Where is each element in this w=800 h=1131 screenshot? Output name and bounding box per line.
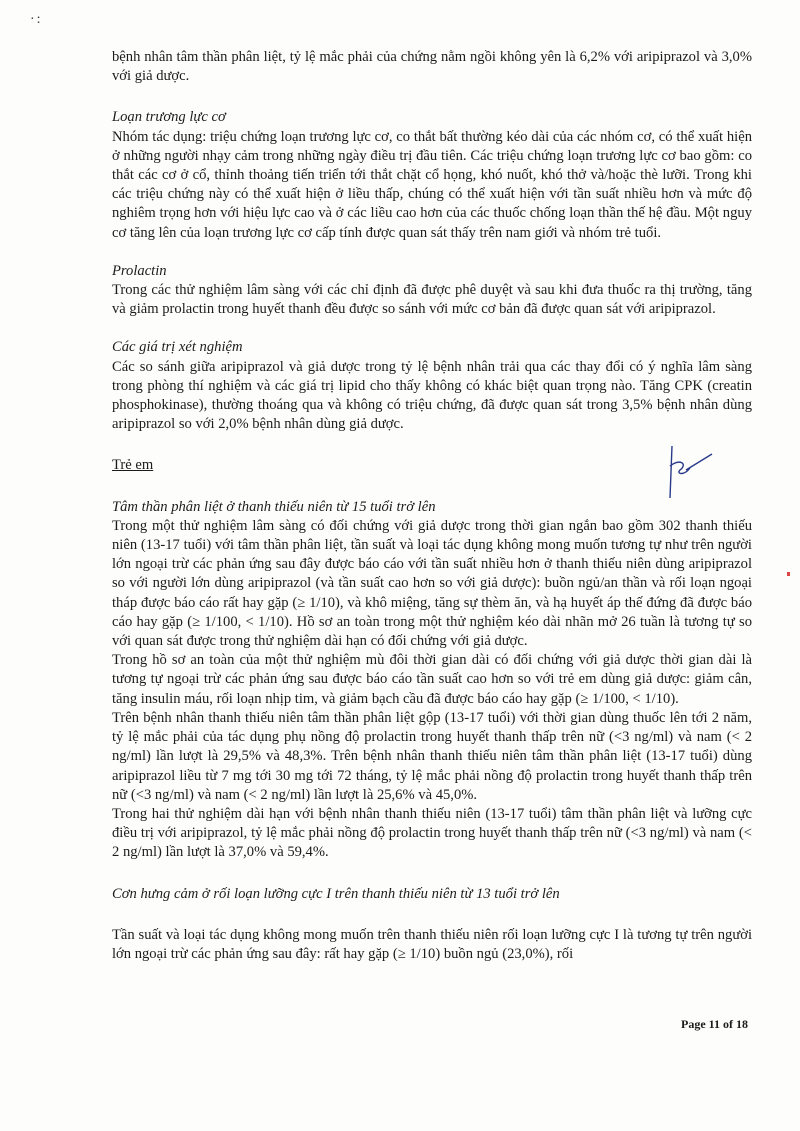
document-body xyxy=(112,48,752,964)
page-number: Page 11 of 18 xyxy=(681,1017,748,1031)
paragraph: Trong một thử nghiệm lâm sàng có đối chứng với giả dược trong thời gian ngắn bao gồm 302 thanh thiếu niên (13-17 tuổi) với tâm thần phân liệt, tần suất và loại tác dụng không mong muốn tương tự như trên người lớn ngoại trừ các phản ứng sau đây được báo cáo với tần suất nhiều hơn ở thanh thiếu niên dùng aripiprazol so với người lớn dùng aripiprazol (và tần suất cao hơn so với giả dược): buồn ngủ/an thần và rối loạn ngoại tháp được báo cáo rất hay gặp (≥ 1/10), và khô miệng, tăng sự thèm ăn, và hạ huyết áp thế đứng đã được báo cáo hay gặp (≥ 1/100, < 1/10). Hồ sơ an toàn trong một thử nghiệm kéo dài nhãn mở 26 tuần là tương tự so với quan sát được trong thử nghiệm dài hạn có đối chứng với giả dược. xyxy=(112,517,752,650)
subheading-lab-values: Các giá trị xét nghiệm xyxy=(112,339,243,356)
paragraph: Trong hồ sơ an toàn của một thử nghiệm mù đôi thời gian dài có đối chứng với giả dược thời gian dài là tương tự ngoại trừ các phản ứng sau được báo cáo tần suất cao hơn so với trẻ em dùng giả dược: giảm cân, tăng insulin máu, rối loạn nhịp tim, và giảm bạch cầu đã được báo cáo hay gặp (≥ 1/100, < 1/10). xyxy=(112,652,752,707)
subheading-bipolar-adolescents: Cơn hưng cảm ở rối loạn lưỡng cực I trên thanh thiếu niên từ 13 tuổi trở lên xyxy=(112,885,560,902)
subheading-dystonia: Loạn trương lực cơ xyxy=(112,109,226,126)
paragraph: Các so sánh giữa aripiprazol và giả dược trong tỷ lệ bệnh nhân trải qua các thay đổi có ý nghĩa lâm sàng trong phòng thí nghiệm và các giá trị lipid cho thấy không có khác biệt quan trọng nào. Tăng CPK (creatin phosphokinase), thường thoáng qua và không có triệu chứng, đã được quan sát trong 3,5% bệnh nhân dùng aripiprazol so với 2,0% bệnh nhân dùng giả dược. xyxy=(112,358,752,433)
handwritten-signature xyxy=(650,440,720,500)
subheading-prolactin: Prolactin xyxy=(112,262,167,279)
paragraph: Nhóm tác dụng: triệu chứng loạn trương lực cơ, co thắt bất thường kéo dài của các nhóm cơ, có thể xuất hiện ở những người nhạy cảm trong những ngày điều trị đầu tiên. Các triệu chứng loạn trương lực cơ bao gồm: co thắt các cơ ở cổ, thỉnh thoảng tiến triển tới thắt chặt cổ họng, khó nuốt, khó thở và/hoặc thè lưỡi. Trong khi các triệu chứng này có thể xuất hiện ở liều thấp, chúng có thể xuất hiện với tần suất nhiều hơn và mức độ nghiêm trọng hơn với hiệu lực cao và ở các liều cao hơn của các thuốc chống loạn thần thế hệ đầu. Một nguy cơ tăng lên của loạn trương lực cơ cấp tính được quan sát thấy trên nam giới và nhóm trẻ tuổi. xyxy=(112,128,752,241)
subheading-schizophrenia-adolescents: Tâm thần phân liệt ở thanh thiếu niên từ 15 tuổi trở lên xyxy=(112,498,436,515)
section-heading-children: Trẻ em xyxy=(112,457,154,474)
scan-mark xyxy=(787,572,790,576)
paragraph: bệnh nhân tâm thần phân liệt, tỷ lệ mắc phải của chứng nằm ngồi không yên là 6,2% với aripiprazol và 3,0% với giả dược. xyxy=(112,49,752,85)
paragraph: Trên bệnh nhân thanh thiếu niên tâm thần phân liệt gộp (13-17 tuổi) với thời gian dùng thuốc lên tới 2 năm, tỷ lệ mắc phải của tác dụng phụ nồng độ prolactin trong huyết thanh thấp trên nữ (<3 ng/ml) và nam (< 2 ng/ml) lần lượt là 29,5% và 48,3%. Trên bệnh nhân thanh thiếu niên tâm thần phân liệt (13-17 tuổi) dùng aripiprazol liều từ 7 mg tới 30 mg tới 72 tháng, tỷ lệ mắc phải nồng độ prolactin trong huyết thanh thấp trên nữ (<3 ng/ml) và nam (< 2 ng/ml) lần lượt là 25,6% và 45,0%. xyxy=(112,709,752,803)
paragraph: Trong các thử nghiệm lâm sàng với các chỉ định đã được phê duyệt và sau khi đưa thuốc ra thị trường, tăng và giảm prolactin trong huyết thanh đều được so sánh với mức cơ bản đã được quan sát với aripiprazol. xyxy=(112,282,752,318)
paragraph: Tần suất và loại tác dụng không mong muốn trên thanh thiếu niên rối loạn lưỡng cực I là tương tự trên người lớn ngoại trừ các phản ứng sau đây: rất hay gặp (≥ 1/10) buồn ngủ (23,0%), rối xyxy=(112,926,752,962)
paragraph: Trong hai thử nghiệm dài hạn với bệnh nhân thanh thiếu niên (13-17 tuổi) tâm thần phân liệt và lưỡng cực điều trị với aripiprazol, tỷ lệ mắc phải nồng độ prolactin trong huyết thanh thấp trên nữ (<3 ng/ml) và nam (< 2 ng/ml) lần lượt là 37,0% và 59,4%. xyxy=(112,805,752,861)
scan-mark: ·: xyxy=(30,12,43,27)
